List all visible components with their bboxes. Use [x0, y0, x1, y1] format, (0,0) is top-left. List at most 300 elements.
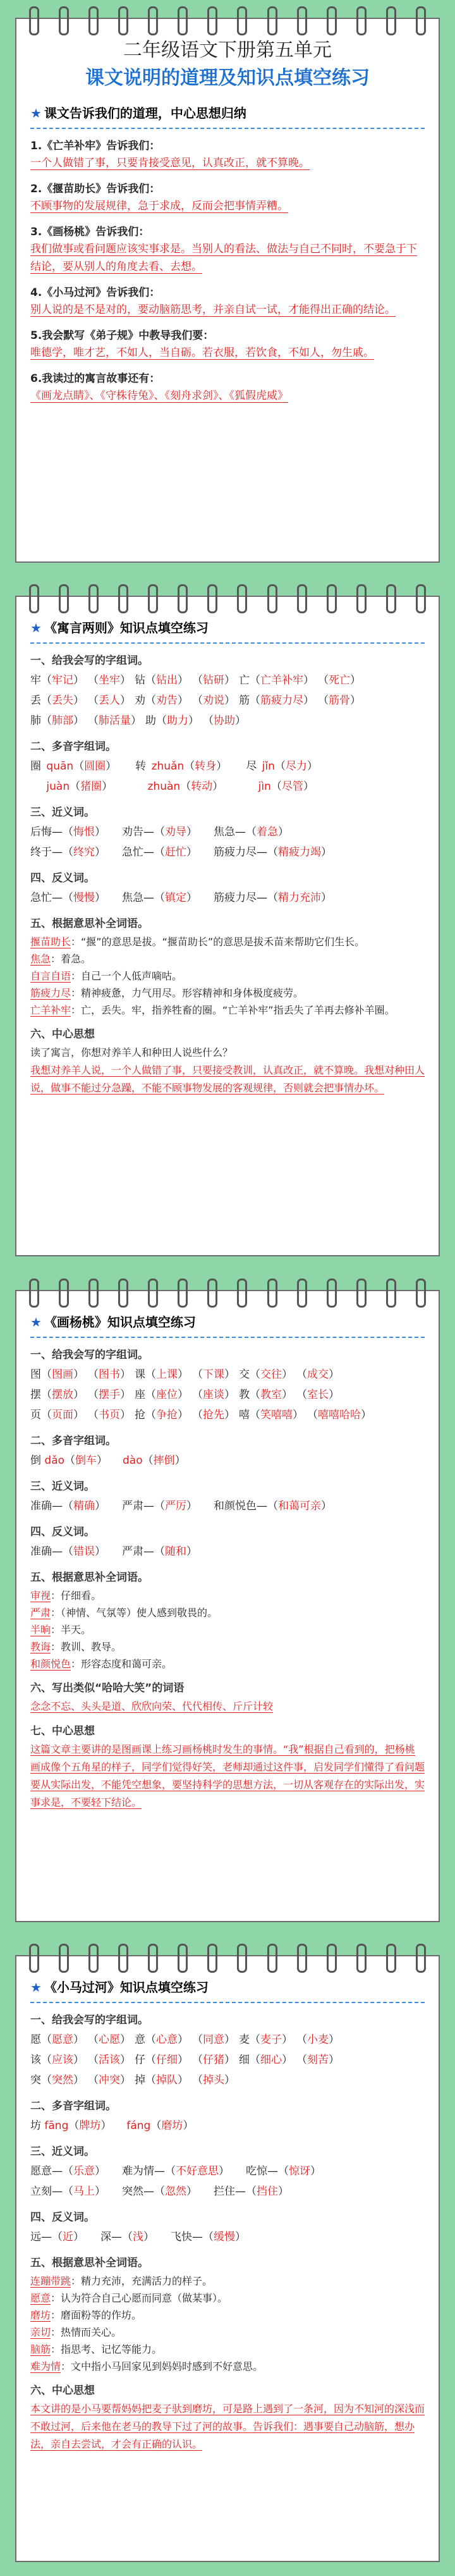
word-cell: 严肃—（随和）	[122, 1545, 197, 1558]
definition: ：文中指小马回家见到妈妈时感到不好意思。	[61, 2360, 264, 2372]
term: 连蹦带跳	[30, 2275, 71, 2287]
answer-block	[30, 197, 425, 215]
binder-rings	[29, 584, 426, 610]
word-cell: （嘻嘻哈哈）	[307, 1409, 372, 1421]
answer-word: 钻出	[156, 674, 178, 687]
word-cell: 嘻（笑嘻嘻）	[239, 1409, 303, 1421]
character: 仔	[135, 2054, 145, 2066]
summary-card	[15, 18, 440, 563]
word-cell: 意（心意）	[135, 2033, 188, 2046]
word-cell: （掉头）	[192, 2074, 235, 2087]
answer-word: 愿意	[52, 2033, 73, 2046]
question-text: 1.《亡羊补牢》告诉我们：	[30, 140, 161, 152]
ring-icon	[386, 6, 396, 35]
answer-word: 细心	[260, 2054, 282, 2066]
answer-word: 麦子	[260, 2033, 282, 2046]
word-cell: 拦住—（挡住）	[214, 2185, 289, 2198]
answer-word: 心愿	[99, 2033, 120, 2046]
ring-icon	[416, 6, 426, 35]
answer-word: 精确	[73, 1500, 95, 1512]
definition-row	[30, 933, 425, 950]
pinyin: jǐn	[262, 760, 275, 773]
word-cell: 和颜悦色—（和蔼可亲）	[214, 1500, 332, 1512]
ring-icon	[88, 1944, 99, 1973]
answer-word: 冲突	[99, 2074, 120, 2087]
subsection-title: 二、多音字组词。	[30, 740, 116, 753]
ring-icon	[386, 1944, 396, 1973]
prompt-word: 准确—	[30, 1500, 63, 1512]
prompt-word: 难为情—	[122, 2165, 165, 2178]
answer-word: 随和	[165, 1545, 186, 1558]
definition-row	[30, 2358, 425, 2375]
character: 丢	[30, 694, 41, 707]
answer-word: 筋疲力尽	[260, 694, 303, 707]
answer-word: 摆手	[99, 1389, 120, 1401]
ring-icon	[327, 1944, 337, 1973]
polyphone-cell: dào（摔倒）	[123, 1454, 186, 1467]
ring-icon	[29, 1279, 39, 1308]
ring-icon	[178, 1944, 188, 1973]
character: 座	[135, 1389, 145, 1401]
answer-word: 协助	[214, 715, 235, 727]
ring-icon	[178, 6, 188, 35]
answer-word: 筋骨	[329, 694, 350, 707]
character: 教	[239, 1389, 250, 1401]
answer-word: 精力充沛	[278, 892, 321, 904]
ring-icon	[327, 6, 337, 35]
star-icon: ★	[30, 1980, 42, 1995]
definition: ：指思考、记忆等能力。	[51, 2343, 162, 2355]
answer-word: 肺部	[52, 715, 73, 727]
prompt-word: 拦住—	[214, 2185, 246, 2198]
ring-icon	[207, 584, 217, 613]
prompt-word: 劝告—	[122, 826, 154, 838]
ring-icon	[59, 584, 69, 613]
polyphone-cell: fāng（牌坊）	[44, 2119, 112, 2132]
definition: ：磨面粉等的作坊。	[51, 2309, 142, 2321]
ring-icon	[297, 6, 307, 35]
ring-icon	[88, 1279, 99, 1308]
answer-word: 忽然	[165, 2185, 186, 2198]
word-cell: （仔猪）	[192, 2054, 235, 2066]
word-cell: 亡（亡羊补牢）	[239, 674, 314, 687]
binder-rings	[29, 1279, 426, 1304]
answer-word: 和蔼可亲	[278, 1500, 321, 1512]
answer-text: 《画龙点睛》、《守株待兔》、《刻舟求剑》、《狐假虎威》	[30, 389, 288, 402]
page-title: 二年级语文下册第五单元	[123, 39, 332, 61]
word-cell: 严肃—（严厉）	[122, 1500, 197, 1512]
character: 细	[239, 2054, 250, 2066]
word-cell: 抢（争抢）	[135, 1409, 188, 1421]
answer-word: 浅	[133, 2231, 143, 2243]
ring-icon	[297, 1279, 307, 1308]
prompt-word: 深—	[100, 2231, 122, 2243]
word-cell: 钻（钻出）	[135, 674, 188, 687]
ring-icon	[237, 584, 247, 613]
ring-icon	[29, 1944, 39, 1973]
word-cell: 突然—（忽然）	[122, 2185, 197, 2198]
answer-word: 活该	[99, 2054, 120, 2066]
answer-word: 镇定	[165, 892, 186, 904]
section-title-text: 《寓言两则》知识点填空练习	[44, 620, 209, 635]
pinyin: zhuǎn	[151, 760, 185, 773]
answer-word: 下课	[203, 1368, 224, 1381]
definition-row	[30, 1002, 425, 1019]
ring-icon	[416, 584, 426, 613]
term: 脑筋	[30, 2343, 51, 2355]
question-text: 5.我会默写《弟子规》中教导我们要：	[30, 329, 214, 342]
word-cell: （肺活量）	[88, 715, 142, 727]
ring-icon	[327, 584, 337, 613]
character: 亡	[239, 674, 250, 687]
word-cell: 筋（筋疲力尽）	[239, 694, 314, 707]
word-cell: 远—（近）	[30, 2231, 84, 2243]
pinyin: zhuàn	[147, 780, 181, 793]
answer-word: 劝说	[203, 694, 224, 707]
word-cell: 教（教室）	[239, 1389, 293, 1401]
answer-paragraph	[30, 1741, 425, 1812]
definition: ：着急。	[51, 953, 92, 965]
word-cell: 牢（牢记）	[30, 674, 84, 687]
character: 交	[239, 1368, 250, 1381]
word-cell: （钻研）	[192, 674, 235, 687]
answer-word: 上课	[156, 1368, 178, 1381]
answer-word: 劝导	[165, 826, 186, 838]
ring-icon	[386, 1279, 396, 1308]
word-cell: （筋骨）	[318, 694, 361, 707]
prompt-word: 和颜悦色—	[214, 1500, 267, 1512]
word-cell: 飞快—（缓慢）	[171, 2231, 246, 2243]
answer-word: 错误	[73, 1545, 95, 1558]
definition-row	[30, 1587, 425, 1604]
subsection-title: 四、反义词。	[30, 1526, 95, 1538]
pinyin: dǎo	[44, 1454, 65, 1467]
word-row	[30, 888, 425, 908]
subsection-title: 六、写出类似“哈哈大笑”的词语	[30, 1682, 185, 1695]
definition: ：半天。	[51, 1624, 92, 1636]
subsection-title: 一、给我会写的字组词。	[30, 2014, 149, 2027]
word-cell: 筋疲力尽—（精疲力竭）	[214, 846, 332, 859]
subsection-title: 四、反义词。	[30, 2211, 95, 2224]
polyphone-row	[30, 776, 425, 797]
prompt-word: 准确—	[30, 1545, 63, 1558]
word-cell: 突（突然）	[30, 2074, 84, 2087]
word-row	[30, 2030, 425, 2050]
prompt-word: 焦急—	[214, 826, 246, 838]
word-row	[30, 690, 425, 711]
answer-word: 精疲力竭	[278, 846, 321, 859]
ring-icon	[88, 6, 99, 35]
word-row	[30, 2050, 425, 2070]
subsection-title: 五、根据意思补全词语。	[30, 917, 149, 930]
answer-word: 丢失	[52, 694, 73, 707]
answer-word: 圆圈	[84, 760, 106, 773]
term: 和颜悦色	[30, 1658, 71, 1670]
character: 摆	[30, 1389, 41, 1401]
question-text: 6.我读过的寓言故事还有：	[30, 372, 161, 385]
definition: ：“揠”的意思是拔。“揠苗助长”的意思是拔禾苗来帮助它们生长。	[71, 936, 365, 948]
word-cell: 麦（麦子）	[239, 2033, 293, 2046]
word-cell: 座（座位）	[135, 1389, 188, 1401]
character: 麦	[239, 2033, 250, 2046]
answer-word: 仔细	[156, 2054, 178, 2066]
answer-paragraph	[30, 1062, 425, 1097]
word-cell: 摆（摆放）	[30, 1389, 84, 1401]
answer-word: 图书	[99, 1368, 120, 1381]
answer-text: 唯德学，唯才艺，不如人，当自砺。若衣服，若饮食，不如人，勿生戚。	[30, 347, 374, 359]
word-cell: （室长）	[296, 1389, 339, 1401]
term: 愿意	[30, 2292, 51, 2304]
definition: ：精力充沛，充满活力的样子。	[71, 2275, 213, 2287]
ring-icon	[148, 1279, 158, 1308]
answer-text: 我们做事或看问题应该实事求是。当别人的看法、做法与自己不同时，不要急于下结论，要从别人的角度去看、去想。	[30, 243, 417, 273]
definition-row	[30, 1621, 425, 1638]
definition-row	[30, 2290, 425, 2307]
subsection-title: 四、反义词。	[30, 872, 95, 885]
character: 课	[135, 1368, 145, 1381]
answer-word: 终究	[73, 846, 95, 859]
ring-icon	[267, 6, 277, 35]
polyphone-row	[30, 2116, 425, 2136]
prompt-word: 筋疲力尽—	[214, 892, 267, 904]
ring-icon	[297, 584, 307, 613]
ring-icon	[148, 584, 158, 613]
character: 突	[30, 2074, 41, 2087]
prompt-word: 愿意—	[30, 2165, 63, 2178]
ring-icon	[207, 1279, 217, 1308]
definition-row	[30, 2272, 425, 2290]
answer-word: 尽力	[285, 760, 307, 773]
word-row	[30, 2181, 425, 2202]
word-cell: 准确—（错误）	[30, 1545, 106, 1558]
term: 磨坊	[30, 2309, 51, 2321]
answer-word: 钻研	[203, 674, 224, 687]
answer-block	[30, 301, 425, 319]
answer-word: 助力	[167, 715, 188, 727]
answer-paragraph	[30, 1698, 425, 1715]
ring-icon	[237, 6, 247, 35]
prompt-word: 焦急—	[122, 892, 154, 904]
word-cell: 劝（劝告）	[135, 694, 188, 707]
word-cell: 愿（愿意）	[30, 2033, 84, 2046]
question-text: 3.《画杨桃》告诉我们：	[30, 226, 150, 238]
character: 掉	[135, 2074, 145, 2087]
ring-icon	[356, 6, 367, 35]
answer-word: 不好意思	[176, 2165, 219, 2178]
answer-word: 成交	[307, 1368, 329, 1381]
term: 半晌	[30, 1624, 51, 1636]
term: 揠苗助长	[30, 936, 71, 948]
character: 倒	[30, 1454, 41, 1467]
answer-word: 掉头	[203, 2074, 224, 2087]
ring-icon	[207, 1944, 217, 1973]
word-cell: 劝告—（劝导）	[122, 826, 197, 838]
answer-word: 亡羊补牢	[260, 674, 303, 687]
ring-icon	[178, 584, 188, 613]
word-cell: 该（应该）	[30, 2054, 84, 2066]
star-icon: ★	[30, 620, 42, 635]
answer-word: 牌坊	[79, 2119, 101, 2132]
definition: ：（神情、气氛等）使人感到敬畏的。	[51, 1607, 218, 1619]
word-cell: （协助）	[203, 715, 246, 727]
character: 筋	[239, 694, 250, 707]
word-row	[30, 670, 425, 690]
word-row	[30, 711, 425, 731]
word-row	[30, 1385, 425, 1405]
section-title	[30, 1311, 425, 1338]
answer-word: 牢记	[52, 674, 73, 687]
answer-word: 笑嘻嘻	[260, 1409, 293, 1421]
term: 焦急	[30, 953, 51, 965]
word-cell: 急忙—（慢慢）	[30, 892, 106, 904]
answer-word: 书页	[99, 1409, 120, 1421]
pinyin: quān	[46, 760, 74, 773]
definition-row	[30, 2307, 425, 2324]
answer-word: 刻苦	[307, 2054, 329, 2066]
character: 钻	[135, 674, 145, 687]
answer-word: 掉队	[156, 2074, 178, 2087]
subsection-title: 二、多音字组词。	[30, 2100, 116, 2113]
word-cell: （同意）	[192, 2033, 235, 2046]
pinyin: juàn	[46, 780, 70, 793]
word-cell: 难为情—（不好意思）	[122, 2165, 229, 2178]
answer-word: 室长	[307, 1389, 329, 1401]
subsection-title: 三、近义词。	[30, 2145, 95, 2158]
ring-icon	[59, 1944, 69, 1973]
term: 自言自语	[30, 970, 71, 982]
section-title-text: 《画杨桃》知识点填空练习	[44, 1315, 196, 1330]
word-cell: （丢人）	[88, 694, 131, 707]
answer-word: 悔恨	[73, 826, 95, 838]
answer-word: 座谈	[203, 1389, 224, 1401]
word-row	[30, 842, 425, 862]
answer-word: 页面	[52, 1409, 73, 1421]
section-title	[30, 102, 425, 129]
ring-icon	[297, 1944, 307, 1973]
word-row	[30, 1365, 425, 1385]
ring-icon	[118, 6, 128, 35]
word-cell: 后悔—（悔恨）	[30, 826, 106, 838]
ring-icon	[148, 6, 158, 35]
definition-row	[30, 967, 425, 984]
definition-row	[30, 2341, 425, 2358]
binder-rings	[29, 6, 426, 32]
section-title	[30, 617, 425, 644]
answer-text: 别人说的是不是对的，要动脑筋思考，并亲自试一试，才能得出正确的结论。	[30, 304, 396, 316]
word-cell: （小麦）	[296, 2033, 339, 2046]
pinyin: dào	[123, 1454, 143, 1467]
answer-word: 着急	[257, 826, 278, 838]
star-icon: ★	[30, 1315, 42, 1330]
binder-rings	[29, 1944, 426, 1969]
word-row	[30, 1496, 425, 1516]
term: 严肃	[30, 1607, 51, 1619]
character: 转	[135, 760, 147, 773]
definition-row	[30, 2324, 425, 2341]
answer-word: 突然	[52, 2074, 73, 2087]
answer-word: 乐意	[73, 2165, 95, 2178]
answer-word: 猪圈	[80, 780, 102, 793]
ring-icon	[29, 584, 39, 613]
prompt-word: 后悔—	[30, 826, 63, 838]
word-row	[30, 1405, 425, 1425]
polyphone-cell: 转 zhuǎn（转身）	[135, 756, 227, 776]
pinyin: fáng	[126, 2119, 151, 2132]
answer-word: 坐牢	[99, 674, 120, 687]
word-cell: 助（助力）	[145, 715, 199, 727]
ring-icon	[118, 1279, 128, 1308]
word-cell: 准确—（精确）	[30, 1500, 106, 1512]
word-cell: （劝说）	[192, 694, 235, 707]
ring-icon	[118, 1944, 128, 1973]
answer-word: 心意	[156, 2033, 178, 2046]
polyphone-cell: 尽 jǐn（尽力）	[246, 756, 318, 776]
word-cell: 焦急—（着急）	[214, 826, 289, 838]
answer-word: 尽管	[281, 780, 303, 793]
ring-icon	[267, 1279, 277, 1308]
answer-word: 惊讶	[289, 2165, 310, 2178]
answer-text: 一个人做错了事，只要肯接受意见，认真改正，就不算晚。	[30, 157, 310, 169]
section-title-text: 课文告诉我们的道理，中心思想归纳	[44, 106, 246, 121]
word-cell: （摆手）	[88, 1389, 131, 1401]
answer-word: 图画	[52, 1368, 73, 1381]
word-cell: 急忙—（赶忙）	[122, 846, 197, 859]
word-cell: 交（交往）	[239, 1368, 293, 1381]
term: 教诲	[30, 1641, 51, 1653]
answer-block	[30, 387, 425, 405]
ring-icon	[267, 1944, 277, 1973]
answer-word: 摔倒	[153, 1454, 175, 1467]
term: 亲切	[30, 2326, 51, 2338]
word-cell: 丢（丢失）	[30, 694, 84, 707]
polyphone-row	[30, 756, 425, 776]
character: 愿	[30, 2033, 41, 2046]
exercise-body	[30, 651, 425, 1097]
definition-row	[30, 1655, 425, 1672]
ring-icon	[237, 1944, 247, 1973]
prompt-word: 吃惊—	[246, 2165, 278, 2178]
question-text: 读了寓言，你想对养羊人和种田人说些什么？	[30, 1046, 233, 1058]
answer-text: 不顾事物的发展规律，急于求成，反而会把事情弄糟。	[30, 200, 288, 212]
definition-row	[30, 1604, 425, 1621]
definition: ：形容态度和蔼可亲。	[71, 1658, 173, 1670]
term: 亡羊补牢	[30, 1004, 71, 1016]
polyphone-cell: 圈 quān（圆圈）	[30, 756, 116, 776]
word-row	[30, 2227, 425, 2247]
prompt-word: 严肃—	[122, 1545, 154, 1558]
prompt-word: 立刻—	[30, 2185, 63, 2198]
answer-word: 严厉	[165, 1500, 186, 1512]
word-cell: （下课）	[192, 1368, 235, 1381]
word-cell: 图（图画）	[30, 1368, 84, 1381]
answer-block	[30, 154, 425, 172]
prompt-word: 严肃—	[122, 1500, 154, 1512]
answer-text: 念念不忘、头头是道、欣欣向荣、代代相传、斤斤计较	[30, 1700, 274, 1712]
pinyin: fāng	[44, 2119, 69, 2132]
polyphone-cell: fáng（磨坊）	[126, 2119, 194, 2132]
answer-text: 我想对养羊人说，一个人做错了事，只要接受教训，认真改正，就不算晚。我想对种田人说，做事不能过分急躁，不能不顾事物发展的客观规律，否则就会把事情办坏。	[30, 1064, 425, 1094]
word-cell: （冲突）	[88, 2074, 131, 2087]
word-cell: （活该）	[88, 2054, 131, 2066]
character: 抢	[135, 1409, 145, 1421]
subsection-title: 七、中心思想	[30, 1725, 95, 1738]
word-cell: 焦急—（镇定）	[122, 892, 197, 904]
definition: ：亡，丢失。牢，指养牲畜的圈。“亡羊补牢”指丢失了羊再去修补羊圈。	[71, 1004, 395, 1016]
word-cell: 愿意—（乐意）	[30, 2165, 106, 2178]
word-row	[30, 2070, 425, 2090]
definition-row	[30, 950, 425, 967]
polyphone-row	[30, 1451, 425, 1471]
